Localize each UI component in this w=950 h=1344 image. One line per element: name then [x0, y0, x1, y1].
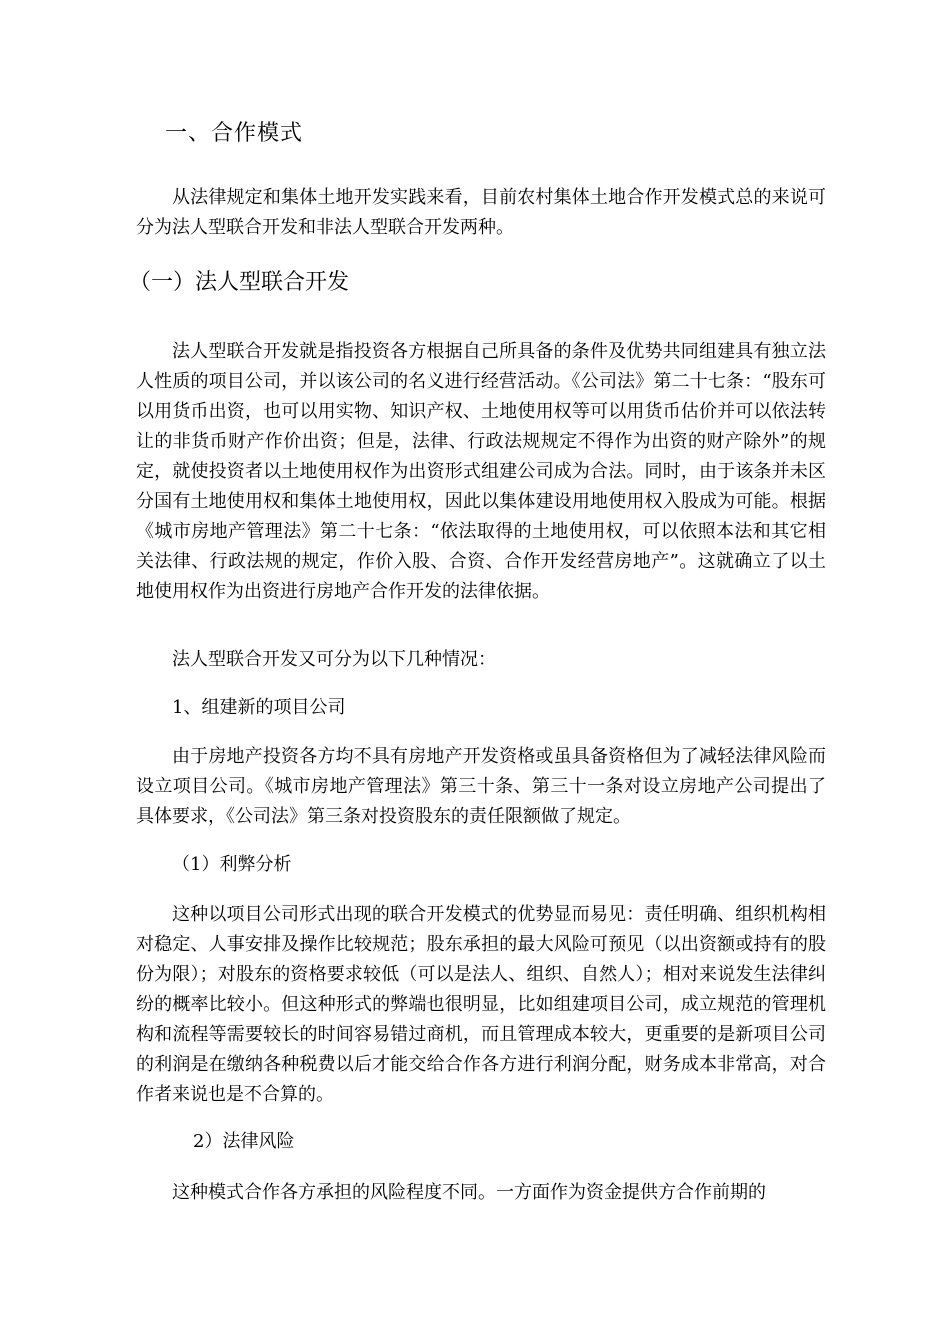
sub-item-title-2: 2）法律风险: [193, 1131, 295, 1152]
body-paragraph-5: 这种模式合作各方承担的风险程度不同。一方面作为资金提供方合作前期的: [172, 1182, 766, 1203]
subsection-heading: （一）法人型联合开发: [129, 270, 350, 295]
item-title-1: 1、组建新的项目公司: [172, 697, 346, 718]
intro-paragraph: 从法律规定和集体土地开发实践来看，目前农村集体土地合作开发模式总的来说可分为法人型联合开发和非法人型联合开发两种。: [136, 187, 826, 238]
body-paragraph-1: 法人型联合开发就是指投资各方根据自己所具备的条件及优势共同组建具有独立法人性质的项目公司，并以该公司的名义进行经营活动。《公司法》第二十七条：“股东可以用货币出资，也可以用实物、知识产权、土地使用权等可以用货币估价并可以依法转让的非货币财产作价出资；但是，法律、行政法规规定不得作为出资的财产除外”的规定，就使投资者以土地使用权作为出资形式组建公司成为合法。同时，由于该条并未区分国有土地使用权和集体土地使用权，因此以集体建设用地使用权入股成为可能。根据《城市房地产管理法》第二十七条：“依法取得的土地使用权，可以依照本法和其它相关法律、行政法规的规定，作价入股、合资、合作开发经营房地产”。这就确立了以土地使用权作为出资进行房地产合作开发的法律依据。: [136, 341, 826, 602]
body-paragraph-3: 由于房地产投资各方均不具有房地产开发资格或虽具备资格但为了减轻法律风险而设立项目公司。《城市房地产管理法》第三十条、第三十一条对设立房地产公司提出了具体要求，《公司法》第三条对投资股东的责任限额做了规定。: [136, 746, 826, 827]
section-heading: 一、合作模式: [165, 121, 304, 146]
body-paragraph-4: 这种以项目公司形式出现的联合开发模式的优势显而易见：责任明确、组织机构相对稳定、人事安排及操作比较规范；股东承担的最大风险可预见（以出资额或持有的股份为限）；对股东的资格要求较低（可以是法人、组织、自然人）；相对来说发生法律纠纷的概率比较小。但这种形式的弊端也很明显，比如组建项目公司，成立规范的管理机构和流程等需要较长的时间容易错过商机，而且管理成本较大，更重要的是新项目公司的利润是在缴纳各种税费以后才能交给合作各方进行利润分配，财务成本非常高，对合作者来说也是不合算的。: [136, 904, 826, 1105]
body-paragraph-2: 法人型联合开发又可分为以下几种情况：: [172, 649, 496, 670]
sub-item-title-1: （1）利弊分析: [172, 854, 292, 875]
